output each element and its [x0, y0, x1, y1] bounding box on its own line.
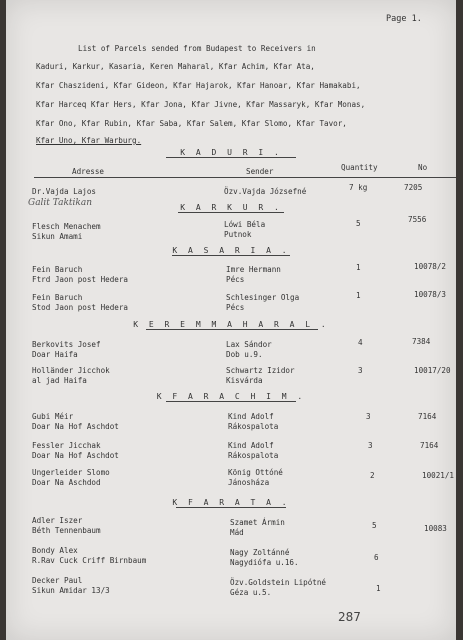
- section-underline: [178, 212, 284, 213]
- entry-sender-line: Lówi Béla: [224, 220, 266, 229]
- title-line-3: Kfar Chaszideni, Kfar Gideon, Kfar Hajarok, Kfar Hanoar, Kfar Hamakabi,: [36, 81, 361, 90]
- title-line-2: Kaduri, Karkur, Kasaria, Keren Maharal, Kfar Achim, Kfar Ata,: [36, 62, 315, 71]
- entry-address-line: al jad Haifa: [32, 376, 87, 385]
- title-line-6: Kfar Uno, Kfar Warburg.: [36, 136, 142, 145]
- section-underline: [146, 329, 318, 330]
- section-title-kerem-maharal: K E R E M M A H A R A L .: [133, 320, 329, 329]
- entry-sender-line: Nagy Zoltánné: [230, 548, 290, 557]
- header-no: No: [418, 163, 428, 172]
- entry-address-line: Sikun Amami: [32, 232, 83, 241]
- section-underline: [166, 157, 296, 158]
- entry-sender-line: Rákospalota: [228, 451, 279, 460]
- entry-quantity: 2: [370, 471, 375, 480]
- entry-address-line: Doar Na Hof Aschdot: [32, 422, 119, 431]
- entry-address-line: Ungerleider Slomo: [32, 468, 110, 477]
- entry-address-line: Fessler Jicchak: [32, 441, 101, 450]
- entry-number: 10078/3: [414, 290, 447, 299]
- entry-address-line: Stod Jaon post Hedera: [32, 303, 129, 312]
- entry-sender-line: Schlesinger Olga: [226, 293, 300, 302]
- entry-number: 7556: [408, 215, 427, 224]
- entry-number: 7164: [420, 441, 439, 450]
- section-title-kfar-achim: K F A R A C H I M .: [156, 392, 306, 401]
- section-underline: [166, 401, 296, 402]
- entry-sender-line: Mád: [230, 528, 244, 537]
- entry-quantity: 7 kg: [349, 183, 368, 192]
- document-page: [6, 0, 456, 640]
- title-line-4: Kfar Harceq Kfar Hers, Kfar Jona, Kfar Jivne, Kfar Massaryk, Kfar Monas,: [36, 100, 366, 109]
- section-underline: [176, 507, 286, 508]
- entry-sender-line: Dob u.9.: [226, 350, 263, 359]
- entry-address-line: Adler Iszer: [32, 516, 83, 525]
- entry-quantity: 5: [372, 521, 377, 530]
- entry-address-line: Flesch Menachem: [32, 222, 101, 231]
- entry-address-line: Béth Tennenbaum: [32, 526, 101, 535]
- entry-sender-line: Putnok: [224, 230, 252, 239]
- entry-number: 7205: [404, 183, 423, 192]
- entry-number: 10021/1: [422, 471, 455, 480]
- header-quantity: Quantity: [341, 163, 378, 172]
- header-rule: [34, 177, 456, 178]
- entry-number: 7164: [418, 412, 437, 421]
- section-title-karkur: K A R K U R .: [180, 203, 282, 212]
- entry-quantity: 5: [356, 219, 361, 228]
- entry-address-line: Doar Haifa: [32, 350, 78, 359]
- entry-number: 10078/2: [414, 262, 447, 271]
- entry-address-line: Gubi Méir: [32, 412, 74, 421]
- entry-address-line: Fein Baruch: [32, 265, 83, 274]
- entry-address-line: Berkovits Josef: [32, 340, 101, 349]
- entry-number: 10017/20: [414, 366, 451, 375]
- entry-quantity: 1: [376, 584, 381, 593]
- page-number: Page 1.: [386, 14, 422, 24]
- entry-quantity: 3: [366, 412, 371, 421]
- entry-sender-line: Özv.Vajda Józsefné: [224, 187, 307, 196]
- page-footer-mark: 287: [338, 610, 361, 624]
- section-title-kaduri: K A D U R I .: [180, 148, 282, 157]
- entry-address-line: Doar Na Hof Aschdot: [32, 451, 119, 460]
- entry-number: 10083: [424, 524, 447, 533]
- entry-sender-line: Nagydiófa u.16.: [230, 558, 299, 567]
- entry-address-line: Bondy Alex: [32, 546, 78, 555]
- entry-sender-line: Kind Adolf: [228, 441, 274, 450]
- header-sender: Sender: [246, 167, 274, 176]
- entry-quantity: 3: [358, 366, 363, 375]
- entry-quantity: 6: [374, 553, 379, 562]
- section-title-kfar-ata: K F A R A T A .: [172, 498, 290, 507]
- entry-sender-line: Kisvárda: [226, 376, 263, 385]
- entry-sender-line: Pécs: [226, 303, 245, 312]
- entry-quantity: 4: [358, 338, 363, 347]
- handwritten-note: Galit Taktikan: [28, 198, 93, 208]
- entry-address-line: Dr.Vajda Lajos: [32, 187, 97, 196]
- entry-sender-line: Géza u.5.: [230, 588, 272, 597]
- entry-sender-line: Szamet Ármin: [230, 518, 285, 527]
- entry-address-line: Decker Paul: [32, 576, 83, 585]
- entry-sender-line: Özv.Goldstein Lipótné: [230, 578, 327, 587]
- entry-address-line: Ftrd Jaon post Hedera: [32, 275, 129, 284]
- entry-number: 7384: [412, 337, 431, 346]
- entry-quantity: 3: [368, 441, 373, 450]
- section-underline: [172, 255, 290, 256]
- entry-address-line: Sikun Amidar 13/3: [32, 586, 110, 595]
- entry-address-line: Fein Baruch: [32, 293, 83, 302]
- entry-sender-line: Schwartz Izidor: [226, 366, 295, 375]
- entry-sender-line: Pécs: [226, 275, 245, 284]
- header-address: Adresse: [72, 167, 105, 176]
- entry-address-line: Doar Na Aschdod: [32, 478, 101, 487]
- title-line-5: Kfar Ono, Kfar Rubin, Kfar Saba, Kfar Salem, Kfar Slomo, Kfar Tavor,: [36, 119, 347, 128]
- entry-quantity: 1: [356, 291, 361, 300]
- entry-sender-line: Lax Sándor: [226, 340, 272, 349]
- title-line-1: List of Parcels sended from Budapest to Receivers in: [78, 44, 316, 53]
- entry-address-line: Holländer Jicchok: [32, 366, 110, 375]
- entry-sender-line: Rákospalota: [228, 422, 279, 431]
- entry-sender-line: Jánosháza: [228, 478, 270, 487]
- section-title-kasaria: K A S A R I A .: [172, 246, 290, 255]
- entry-quantity: 1: [356, 263, 361, 272]
- entry-address-line: R.Rav Cuck Criff Birnbaum: [32, 556, 147, 565]
- entry-sender-line: Imre Hermann: [226, 265, 281, 274]
- entry-sender-line: König Ottóné: [228, 468, 283, 477]
- entry-sender-line: Kind Adolf: [228, 412, 274, 421]
